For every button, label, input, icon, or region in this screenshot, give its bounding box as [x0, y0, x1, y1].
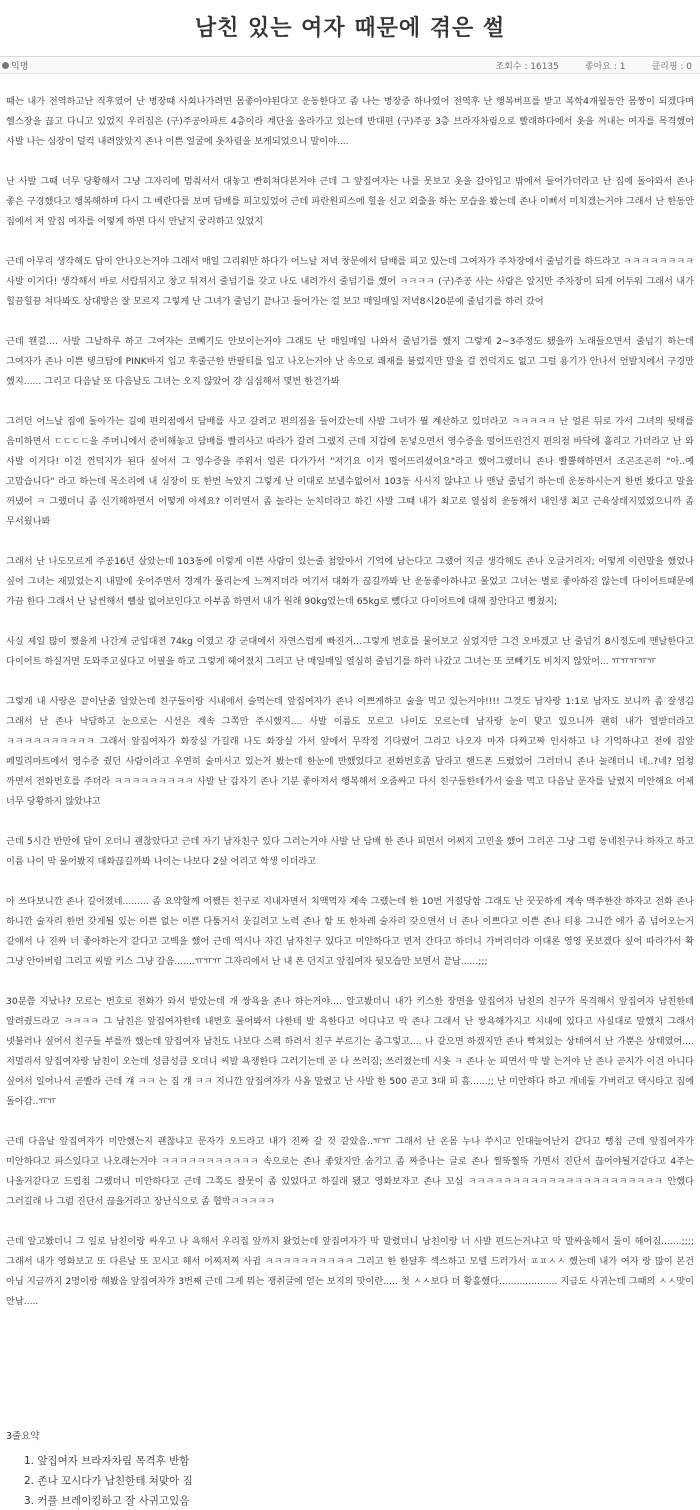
summary-section	[6, 1428, 694, 1510]
user-icon	[2, 62, 9, 69]
post-paragraph: 그렇게 내 사랑은 끝이난줄 알았는데 친구들이랑 시내에서 술먹는데 앞집여자가 존나 이쁘게하고 술을 먹고 있는거야!!!! 그것도 남자랑 1:1로 남자도 보니까 좀 잘생김 그래서 난 존나 낙담하고 눈으로는 시선은 계속 그쪽만 주시했지.... 사발 이름도 모르고 나이도 모르는데 남자랑 눈이 맞고 있으니까 괜히 내가 열받더라고 ㅋㅋㅋㅋㅋㅋㅋㅋㅋㅋ 그래서 앞집여자가 화장실 가길래 나도 화장실 가서 앞에서 무작정 기다렸어 그리고 나오자 마자 다짜고짜 인사하고 나 기억하냐고 전에 집앞 페밀리마트에서 영수증 줬던 사람이라고 우연히 술마시고 있는거 봤는데 한눈에 반했었다고 전화번호좀 달라고 핸드폰 드렸었어 그러더니 존나 놀래더니 네..?네? 엄청 까면서 전화번호를 주더라 ㅋㅋㅋㅋㅋㅋㅋㅋㅋ 사발 난 갑자기 존나 기분 좋아져서 행복해서 오줌싸고 다시 친구들한테가서 술을 먹고 다음날 문자를 날렸지 미안해요 어제 너무 당황하지 않았냐고	[6, 696, 694, 807]
post-header	[0, 0, 700, 52]
post-paragraph: 근데 알고봤더니 그 일로 남친이랑 싸우고 나 욕해서 우리집 앞까지 왔었는데 앞집여자가 막 말렸더니 남친이랑 너 사발 편드는거냐고 막 말싸움해서 둘이 헤어짐.......;;;; 그래서 내가 영화보고 또 다른날 또 꼬시고 해서 어찌저찌 사귐 ㅋㅋㅋㅋㅋㅋㅋㅋㅋㅋ 그리고 한 한달후 섹스하고 모텔 드러가서 ㅍㅍㅅㅅ 했는데 내가 여자 랑 많이 본건 아님 지금까지 2명이랑 해봤음 앞집여자가 3번째 근데 그게 뭐는 쟁취글에 얻는 보지의 맛이란..... 첫 ㅅㅅ보다 더 황홀했다.................... 지금도 사귀는데 그때의 ㅅㅅ맛이 안남.....	[6, 1236, 694, 1307]
post-paragraph: 아 쓰다보니깐 존나 길어졌네......... 좀 요약할께 어쨌든 친구로 지내자면서 치맥먹자 계속 그랬는데 한 10번 거절당함 그래도 난 꿋꿋하게 계속 맥주한잔 하자고 전화 존나 하니깐 술자리 한번 갖게될 있는 이쁜 없는 이쁜 다툼거서 웃길려고 노력 존나 함 또 한차례 술자리 갖으면서 너 존나 이쁘다고 이쁜 존나 티용 그니깐 애가 좀 넘어오는거 같애서 나 진짜 너 좋아하는거 같다고 고백을 했어 근데 역시나 자긴 남자친구 있다고 미안하다고 먼저 간다고 하더니 가버리더라 이대론 영영 못보겠다 싶어 따라가서 확 그냥 안아버림 그리고 씨발 키스 그냥 갈음.......ㅠㅠㅠ 그자리에서 난 내 폰 던지고 앞집여자 뒷모습만 보면서 끝남......;;;	[6, 896, 694, 967]
post-paragraph: 난 사발 그때 너무 당황해서 그냥 그자리에 멈춰서서 대놓고 빤히쳐다본거야 근데 그 앞집여자는 나를 못보고 옷을 갈아입고 밖에서 들어가더라고 난 집에 돌아와서 존나 좋은 구경했다고 행복해하며 다시 그 베란다를 보며 담배를 피고있었어 근데 파란원피스에 힐을 신고 외출을 하는 모습을 봤는데 존나 이뻐서 미치겠는거야 그래서 난 한동안 집에서 저 앞집 여자를 어떻게 하면 다시 만날지 궁리하고 있었지	[6, 176, 694, 227]
post-paragraph: 근데 아무리 생각해도 답이 안나오는거야 그래서 매일 그리워만 하다가 어느날 저녁 창문에서 담배를 피고 있는데 그여자가 주차장에서 줄넘기를 하드라고 ㅋㅋㅋㅋㅋㅋㅋㅋ 사발 이거다! 생각해서 바로 서랍뒤지고 창고 뒤져서 줄넘기를 갖고 나도 내려가서 줄넘기를 했어 ㅋㅋㅋㅋ (구)주공 사는 사람은 알지만 주차장이 되게 어두워 그래서 내가 힐끔힐끔 쳐다봐도 상대방은 잘 모르지 그렇게 난 그녀가 줄넘기 끝나고 들어가는 걸 보고 매일매일 저녁8시20분에 줄넘기를 하러 갔어	[6, 256, 694, 307]
summary-heading: 3줄요약	[6, 1431, 40, 1442]
author-info	[0, 59, 495, 72]
post-paragraph: 사실 제일 많이 쪘을게 나간게 군입대전 74kg 이였고 걍 군대에서 자연스럽게 빠진거...그렇게 번호를 물어보고 싶었지만 그건 오바겠고 난 줄넘기 8시정도에 맨날한다고 다이어트 하실거면 도와주고싶다고 어필을 하고 그렇게 헤어졌지 그리고 난 매일매일 열심히 줄넘기를 하러 나갔고 그녀는 또 코빼기도 비치지 않았어... ㅠㅠㅠㅠㅠ	[6, 636, 694, 667]
summary-item: 2. 존나 꼬시다가 남친한테 쳐맞아 짐	[24, 1475, 193, 1487]
like-count[interactable]: 좋아요 : 1	[584, 61, 626, 72]
clip-count[interactable]: 클리핑 : 0	[651, 61, 692, 72]
author-name: 익명	[11, 61, 29, 72]
post-paragraph: 30분쯤 지났나? 모르는 번호로 전화가 와서 받았는데 개 쌍욕을 존나 하는거야.... 알고봤더니 내가 키스한 장면을 앞집여자 남친의 친구가 목격해서 앞집여자 남친한테 알려줬드라고 ㅋㅋㅋㅋ 그 남친은 앞집여자한테 내번호 물어봐서 나한테 발 욕한다고 어디냐고 막 존나 그래서 난 쌍욕해가지고 시내에 있다고 사실대로 말했지 그래서 넷불러나 싶어서 친구들 부를까 했는데 앞집여자 남친도 나보다 스펙 하려서 친구 부르기는 좀그렇고.... 나 같으면 하겠지만 존나 빡쳐있는 상태여서 난 가뿐은 상태였어.... 저멀리서 앞집여자랑 남친이 오는데 성큼성큼 오더니 씨발 욕쟁한다 그러기는데 곧 나 쓰러짐; 쓰러졌는데 시옷 ㅋ 존나 눈 피면서 막 발 는거야 난 존나 곧지가 이건 아니다 싶어서 일어나서 곧빨라 근데 걔 ㅋㅋ 는 짐 걔 ㅋㅋ 지니깐 앞집여자가 사옴 말렸고 난 사발 한 500 곧고 3대 피 흠......;; 난 미안하다 하고 개네둘 가버리고 택시타고 집에 돌아감..ㅠㅠ	[6, 996, 694, 1107]
view-count: 조회수 : 16135	[495, 61, 559, 72]
post-body	[6, 92, 694, 1332]
post-paragraph: 그러던 어느날 집에 돌아가는 길에 편의점에서 담배를 사고 갈려고 편의점을 들어갔는데 사발 그녀가 뭘 계산하고 있더라고 ㅋㅋㅋㅋㅋ 난 얼른 뒤로 가서 그녀의 뒷태를 음미하면서 ㄷㄷㄷㄷ을 주머니에서 준비해놓고 담배를 빨리사고 따라가 갈려 그랬지 근데 지갑에 돈넣으면서 영수증을 떨어뜨린건지 편의점 바닥에 흘리고 가더라고 난 와 사발 이거다! 이건 껀덕지가 된다 싶어서 그 영수증을 주워서 얼른 다가가서 "저기요 이거 떨어뜨리셨어요"라고 했어그랬더니 존나 빨뿔해하면서 조곤조곤히 "아..예 고맙습니다" 라고 하는데 목소리에 내 심장이 또 한번 녹았지 그렇게 난 이대로 보낼수없어서 103동 사시지 않냐고 나 맨날 줄넘기 하는데 운동하시는거 한번 봤다고 말을 꺼냈어 ㅋ 그랬더니 좀 신기해하면서 어떻게 아세요? 이러면서 좀 놀라는 눈치더라고 하긴 사발 그때 내가 최고로 열심히 운동해서 내인생 최고 근육상태지였었으니까 좀 무서웠나봐	[6, 416, 694, 527]
summary-item: 3. 커플 브레이킹하고 잘 사귀고있음	[24, 1495, 190, 1507]
post-paragraph: 그래서 난 나도모르게 주공16년 살았는데 103동에 이렇게 이쁜 사람이 있는줄 첨알아서 기억에 남는다고 그랬어 지금 생각해도 존나 오글거리지; 어떻게 이런말을 했었나 싶어 그녀는 재밌었는지 내말에 웃어주면서 경계가 풀리는게 느껴지더라 여기서 대화가 끊길까봐 난 운동좋아하냐고 물었고 그녀는 별로 좋아하진 않는데 다이어트때문에 가끔 한다 그래서 난 날씬해서 뺄살 없어보인다고 아부좀 하면서 내가 원래 90kg였는데 65kg로 뺐다고 다이어트에 대해 잘안다고 뻥쳤지;	[6, 556, 694, 607]
post-paragraph: 근데 5시간 반만에 답이 오더니 괜찮았다고 근데 자기 남자친구 있다 그러는거야 사발 난 담배 한 존나 피면서 어쩌지 고민을 했어 그리곤 그냥 그럼 동네친구나 하자고 하고 이름 나이 막 물어봤지 대화끊길까봐 나이는 나보다 2살 어리고 학생 이더라고	[6, 836, 694, 867]
post-meta-bar	[0, 56, 700, 74]
summary-item: 1. 앞집여자 브라자차림 목격후 반함	[24, 1455, 190, 1467]
summary-list	[6, 1451, 694, 1510]
post-paragraph: 때는 내가 전역하고난 직후였어 난 병장때 사회나가려면 몸좋아야된다고 운동한다고 좀 나는 병장중 하나였어 전역후 난 행복버프를 받고 복학4개월동안 몸짱이 되겠다며 헬스장을 끊고 다니고 있었지 우리집은 (구)주공아파트 4층이라 계단을 올라가고 있는데 반대편 (구)주공 3층 브라자차림으로 빨래하다에서 옷을 꺼내는 여자를 목격했어 사발 나는 심장이 덜컥 내려앉았지 존나 이쁜 얼굴에 옷차림을 보게되었으니 말이야....	[6, 96, 694, 147]
post-stats	[495, 59, 700, 72]
post-title: 남친 있는 여자 때문에 겪은 썰	[194, 15, 506, 41]
post-paragraph: 근데 왠걸.... 사발 그날하루 하고 그여자는 코빼기도 안보이는거야 그래도 난 매일매일 나와서 줄넘기를 했지 그렇게 2~3주정도 됐을까 노래들으면서 줄넘기 하는데 그여자가 존나 이쁜 탱크탑에 PINK바지 입고 후줄근한 반팔티를 입고 나오는거야 난 속으로 쾌재를 불렀지만 말을 걸 껀덕지도 없고 그럴 용기가 안나서 언발치에서 구경만 했지...... 그리고 다음날 또 다음날도 그녀는 오지 않았어 걍 심심해서 몇번 한건가봐	[6, 336, 694, 387]
post-paragraph: 근데 다음날 앞집여자가 미안했는지 괜찮냐고 문자가 오드라고 내가 진짜 갈 것 같았음..ㅠㅠ 그래서 난 온몸 누나 쑤시고 인대늘어난거 같다고 뻥침 근데 앞집여자가 미안하다고 파스있다고 나오래는거야 ㅋㅋㅋㅋㅋㅋㅋㅋㅋㅋㅋ 속으로는 존나 좋았지만 숨기고 좀 짜증나는 글로 존나 찔뚝찔뚝 가면서 진단서 끊어야될거같다고 4주는 나올거같다고 드립침 그랬더니 미안하다고 근데 그쪽도 잘못이 좀 있었다고 하길래 됐고 영화보자고 존나 꼬심 ㅋㅋㅋㅋㅋㅋㅋㅋㅋㅋㅋㅋㅋㅋㅋㅋㅋㅋㅋㅋㅋㅋ 안했다 그러길래 나 그럼 진단서 끊을거라고 장난식으로 좀 협박ㅋㅋㅋㅋㅋ	[6, 1136, 694, 1207]
